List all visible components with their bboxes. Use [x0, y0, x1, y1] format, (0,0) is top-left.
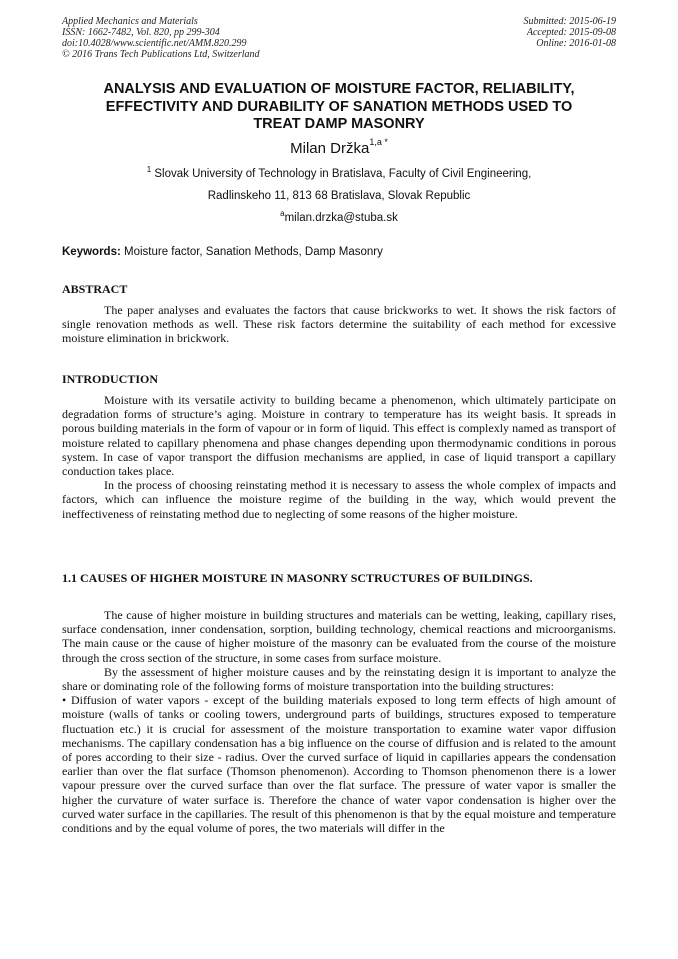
affiliation-line-2	[0, 190, 678, 202]
title-line-3: TREAT DAMP MASONRY	[253, 116, 425, 132]
author-email[interactable]: milan.drzka@stuba.sk	[284, 212, 398, 224]
affiliation-email-line	[0, 209, 678, 224]
title-line-2: EFFECTIVITY AND DURABILITY OF SANATION METHODS USED TO	[105, 98, 573, 115]
author-line	[0, 137, 678, 157]
abstract-heading: ABSTRACT	[62, 282, 128, 296]
title-line-1: ANALYSIS AND EVALUATION OF MOISTURE FACTOR, RELIABILITY,	[103, 81, 575, 97]
author-name: Milan Držka	[290, 140, 370, 157]
introduction-paragraph-2: In the process of choosing reinstating method it is necessary to assess the whole complex of impacts and factors, which can influence the moisture regime of the building in the way, which would prevent the ineffectiveness of reinstating method due to neglecting of some reasons of the higher moisture.	[62, 478, 616, 521]
paper-title	[62, 81, 616, 134]
journal-copyright: © 2016 Trans Tech Publications Ltd, Switzerland	[62, 49, 260, 60]
online-date: Online: 2016-01-08	[536, 38, 616, 49]
section-1-1-bullet-diffusion: • Diffusion of water vapors - except of the building materials exposed to long term effects of high amount of moisture (walls of tanks or cooling towers, underground parts of buildings, structures exposed to temperature fluctuation etc.) it is crucial for assessment of the moisture transportation to examine water vapor diffusion mechanisms. The capillary condensation has a big influence on the course of diffusion and is related to the amount of pores according to their size - radius. Over the curved surface of liquid in capillaries appears the condensation earlier than over the flat surface (Thomson phenomenon). According to Thomson phenomenon there is a lower vapour pressure over the curved surface than over the flat surface. The pressure of water vapor is smaller the higher the curvature of water surface is. Therefore the chance of water vapor condensation is higher over the curved water surface in the capillaries. The result of this phenomenon is that by the equal moisture and temperature conditions and by the equal volume of pores, the two materials will differ in the	[62, 693, 616, 836]
keywords-text: Moisture factor, Sanation Methods, Damp Masonry	[120, 246, 383, 258]
keywords-label: Keywords:	[62, 246, 121, 258]
affiliation-line-1	[0, 165, 678, 180]
accepted-date: Accepted: 2015-09-08	[526, 27, 616, 38]
affiliation-institution: Slovak University of Technology in Bratislava, Faculty of Civil Engineering,	[154, 168, 532, 180]
journal-header-right	[524, 16, 617, 49]
journal-doi[interactable]: doi:10.4028/www.scientific.net/AMM.820.299	[62, 38, 247, 49]
introduction-body	[62, 393, 616, 521]
keywords-line	[62, 246, 383, 258]
introduction-paragraph-1: Moisture with its versatile activity to building became a phenomenon, which ultimately participate on degradation forms of structure’s aging. Moisture in contrary to temperature has its weight basis. It spreads in porous building materials in the form of vapour or in form of liquid. This effect is complexly named as transport of moisture related to capillary phenomena and phase changes depending upon thermodynamic conditions in porous system. In case of vapor transport the diffusion mechanisms are applied, in case of liquid transport a capillary conduction takes place.	[62, 393, 616, 479]
section-1-1-paragraph-1: The cause of higher moisture in building structures and materials can be wetting, leaking, capillary rises, surface condensation, inner condensation, sorption, building technology, chemical reactions and microorganisms. The main cause or the cause of higher moisture of the masonry can be evaluated from the course of the moisture through the cross section of the structure, in some cases from surface moisture.	[62, 608, 616, 665]
author-superscript: 1,a *	[369, 137, 388, 147]
introduction-heading: INTRODUCTION	[62, 372, 159, 386]
section-1-1-body	[62, 608, 616, 835]
affiliation-address: Radlinskeho 11, 813 68 Bratislava, Slovak Republic	[207, 190, 471, 202]
section-1-1-paragraph-2: By the assessment of higher moisture causes and by the reinstating design it is important to analyze the share or dominating role of the following forms of moisture transportation into the building structures:	[62, 664, 616, 694]
journal-header-left	[62, 16, 260, 60]
journal-name: Applied Mechanics and Materials	[62, 16, 198, 27]
journal-issn: ISSN: 1662-7482, Vol. 820, pp 299-304	[62, 27, 220, 38]
email-superscript: a	[280, 209, 285, 219]
abstract-paragraph: The paper analyses and evaluates the factors that cause brickworks to wet. It shows the risk factors of single renovation methods as well. These risk factors determine the suitability of each method for excessive moisture elimination in brickwork.	[62, 303, 616, 346]
section-1-1-heading: 1.1 CAUSES OF HIGHER MOISTURE IN MASONRY SCTRUCTURES OF BUILDINGS.	[62, 571, 533, 585]
affiliation-superscript: 1	[146, 165, 152, 175]
abstract-body	[62, 303, 616, 346]
submitted-date: Submitted: 2015-06-19	[523, 16, 616, 27]
